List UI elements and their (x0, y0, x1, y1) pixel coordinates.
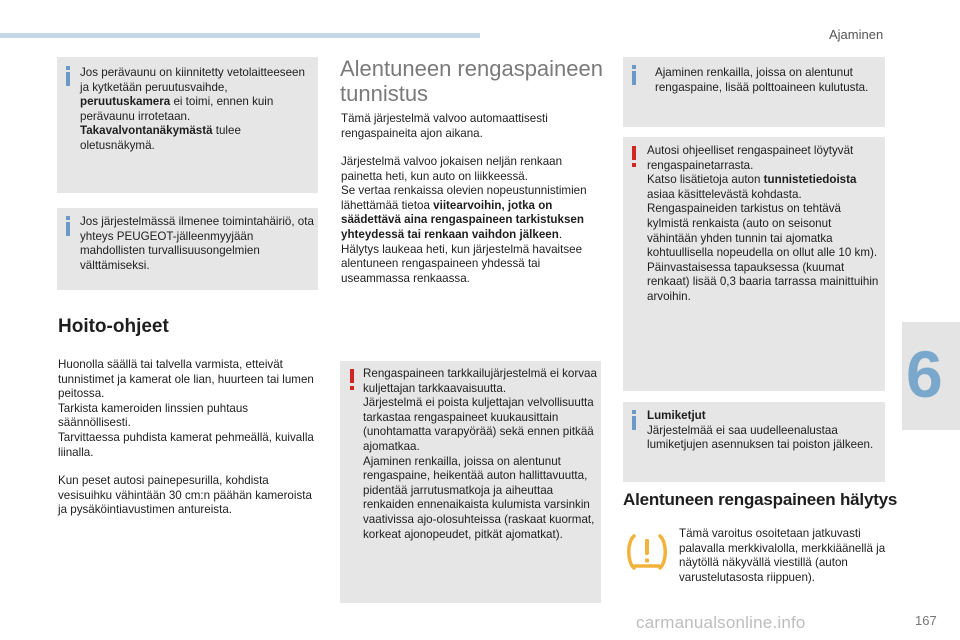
tpms-intro-text: Tämä järjestelmä valvoo automaattisesti rengaspaineita ajon aikana. (341, 112, 548, 140)
warning-box-tpms-text: Rengaspaineen tarkkailujärjestelmä ei korvaa kuljettajan tarkkaavaisuutta. Järjestelmä ei poista kuljettajan velvollisuutta tarkastaa rengaspaineet kuukausittain (unohtamatta varapyörää) sekä ennen pitkää ajomatkaa. Ajaminen renkailla, joissa on alentunut rengaspaine, heikentää auton hallittavuutta, pidentää jarrutusmatkoja ja aiheuttaa renkaiden ennenaikaista kulumista varsinkin vaativissa ajo-olosuhteissa (raskaat kuormat, korkeat ajonopeudet, pitkät ajomatkat). (363, 367, 597, 541)
info-icon (632, 71, 636, 85)
page-number: 167 (915, 613, 937, 628)
info-box-trailer-text: Jos perävaunu on kiinnitetty vetolaitteeseen ja kytketään peruutusvaihde, peruutuskamera ei toimi, ennen kuin perävaunu irrotetaan. Takavalvontanäkymästä tulee oletusnäkymä. (80, 66, 305, 152)
warning-icon (350, 369, 354, 383)
info-box-snow-chains-text: Lumiketjut Järjestelmää ei saa uudelleenalustaa lumiketjujen asennuksen tai poiston jälkeen. (647, 409, 874, 452)
snow-chains-title: Lumiketjut (647, 409, 706, 422)
warning-box-pressures-text: Autosi ohjeelliset rengaspaineet löytyvät rengaspainetarrasta. Katso lisätietoja auton tunnistetiedoista asiaa käsittelevästä kohdasta. Rengaspaineiden tarkistus on tehtävä kylmistä renkaista (auto on seisonut vähintään yhden tunnin tai ajomatka kohtuullisella nopeudella on ollut alle 10 km). Päinvastaisessa tapauksessa (kuumat renkaat) lisää 0,3 baaria tarrassa mainittuihin arvoihin. (647, 144, 879, 303)
warning-icon (632, 146, 636, 160)
tpms-description-text: Järjestelmä valvoo jokaisen neljän renkaan painetta heti, kun auto on liikkeessä. Se vertaa renkaissa olevien nopeustunnistimien lähettämää tietoa viitearvoihin, jotka on säädettävä aina rengaspaineen tarkistuksen yhteydessä tai renkaan vaihdon jälkeen. Hälytys laukeaa heti, kun järjestelmä havaitsee alentuneen rengaspaineen yhdessä tai useammassa renkaassa. (341, 155, 587, 285)
header-bar (0, 33, 480, 38)
info-icon (66, 72, 70, 86)
watermark: carmanualsonline.info (636, 613, 806, 632)
info-box-fuel-text: Ajaminen renkailla, joissa on alentunut rengaspaine, lisää polttoaineen kulutusta. (655, 66, 869, 94)
info-box-malfunction-text: Jos järjestelmässä ilmenee toimintahäiriö, ota yhteys PEUGEOT-jälleenmyyjään mahdollisten turvallisuusongelmien välttämiseksi. (80, 215, 314, 272)
alert-description-text: Tämä varoitus osoitetaan jatkuvasti palavalla merkkivalolla, merkkiäänellä ja näytöllä näkyvällä viestillä (auton varustelutasosta riippuen). (679, 527, 886, 584)
heading-alentuneen-tunnistus: Alentuneen rengaspaineen tunnistus (340, 56, 604, 106)
heading-hoito-ohjeet: Hoito-ohjeet (58, 316, 169, 337)
section-title: Ajaminen (829, 27, 884, 42)
tire-pressure-warning-icon (625, 530, 669, 574)
chapter-number: 6 (906, 337, 943, 411)
info-icon (632, 416, 636, 430)
heading-halytys: Alentuneen rengaspaineen hälytys (623, 490, 898, 509)
info-icon (66, 222, 70, 236)
care-instructions-text: Huonolla säällä tai talvella varmista, etteivät tunnistimet ja kamerat ole lian, huurteen tai lumen peitossa. Tarkista kameroiden linssien puhtaus säännöllisesti. Tarvittaessa puhdista kamerat pehmeällä, kuivalla liinalla. Kun peset autosi painepesurilla, kohdista vesisuihku vähintään 30 cm:n päähän kameroista ja pysäköintiavustimen antureista. (58, 358, 314, 517)
